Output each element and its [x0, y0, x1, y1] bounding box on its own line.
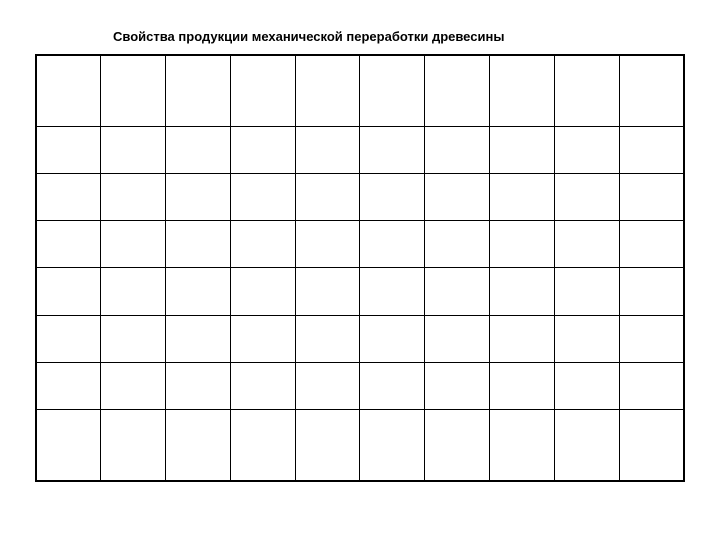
table-cell — [295, 268, 360, 315]
table-cell — [166, 221, 231, 268]
table-cell — [230, 221, 295, 268]
table-cell — [425, 363, 490, 410]
table-cell — [360, 55, 425, 126]
table-row — [36, 173, 684, 220]
table-cell — [490, 55, 555, 126]
table-cell — [619, 126, 684, 173]
table-cell — [360, 315, 425, 362]
table-cell — [101, 363, 166, 410]
table-cell — [230, 315, 295, 362]
table-cell — [490, 268, 555, 315]
table-cell — [425, 221, 490, 268]
table-cell — [490, 221, 555, 268]
table-cell — [166, 410, 231, 481]
table-cell — [360, 221, 425, 268]
table-cell — [295, 315, 360, 362]
table-cell — [166, 55, 231, 126]
grid-body — [36, 55, 684, 481]
page-title: Свойства продукции механической переработки древесины — [113, 29, 505, 44]
table-cell — [619, 221, 684, 268]
table-cell — [230, 173, 295, 220]
table-cell — [36, 55, 101, 126]
table-cell — [425, 126, 490, 173]
table-cell — [295, 410, 360, 481]
table-cell — [554, 173, 619, 220]
table-cell — [36, 410, 101, 481]
table-cell — [619, 315, 684, 362]
table-row — [36, 221, 684, 268]
table-cell — [101, 315, 166, 362]
table-cell — [554, 55, 619, 126]
table-cell — [166, 173, 231, 220]
table-cell — [101, 126, 166, 173]
table-cell — [619, 363, 684, 410]
table-cell — [230, 410, 295, 481]
table-cell — [619, 410, 684, 481]
table-cell — [619, 173, 684, 220]
table-cell — [166, 315, 231, 362]
table-cell — [425, 315, 490, 362]
table-cell — [36, 126, 101, 173]
table-cell — [36, 363, 101, 410]
table-cell — [554, 410, 619, 481]
table-cell — [166, 268, 231, 315]
table-cell — [490, 126, 555, 173]
table-cell — [425, 173, 490, 220]
table-cell — [554, 126, 619, 173]
table-cell — [490, 363, 555, 410]
table-cell — [295, 126, 360, 173]
table-cell — [554, 315, 619, 362]
table-cell — [295, 363, 360, 410]
table-cell — [101, 173, 166, 220]
table-cell — [230, 363, 295, 410]
table-row — [36, 363, 684, 410]
table-row — [36, 410, 684, 481]
table-cell — [36, 221, 101, 268]
table-cell — [425, 268, 490, 315]
table-cell — [295, 173, 360, 220]
table-row — [36, 55, 684, 126]
table-cell — [36, 268, 101, 315]
table-cell — [166, 363, 231, 410]
table-row — [36, 315, 684, 362]
table-cell — [295, 55, 360, 126]
table-row — [36, 126, 684, 173]
table-cell — [295, 221, 360, 268]
table-cell — [101, 221, 166, 268]
table-cell — [101, 410, 166, 481]
table-cell — [360, 173, 425, 220]
table-cell — [425, 55, 490, 126]
table-cell — [101, 268, 166, 315]
table-cell — [166, 126, 231, 173]
table-cell — [360, 126, 425, 173]
empty-grid-table — [35, 54, 685, 482]
table-row — [36, 268, 684, 315]
table-cell — [490, 173, 555, 220]
table-cell — [619, 55, 684, 126]
table-cell — [425, 410, 490, 481]
table-cell — [36, 315, 101, 362]
table-cell — [360, 268, 425, 315]
table-cell — [554, 268, 619, 315]
table-cell — [230, 55, 295, 126]
table-cell — [101, 55, 166, 126]
table-cell — [360, 410, 425, 481]
table-cell — [554, 221, 619, 268]
table-cell — [490, 410, 555, 481]
table-cell — [36, 173, 101, 220]
table-cell — [554, 363, 619, 410]
table-cell — [490, 315, 555, 362]
table-cell — [360, 363, 425, 410]
table-cell — [619, 268, 684, 315]
table-cell — [230, 268, 295, 315]
table-cell — [230, 126, 295, 173]
